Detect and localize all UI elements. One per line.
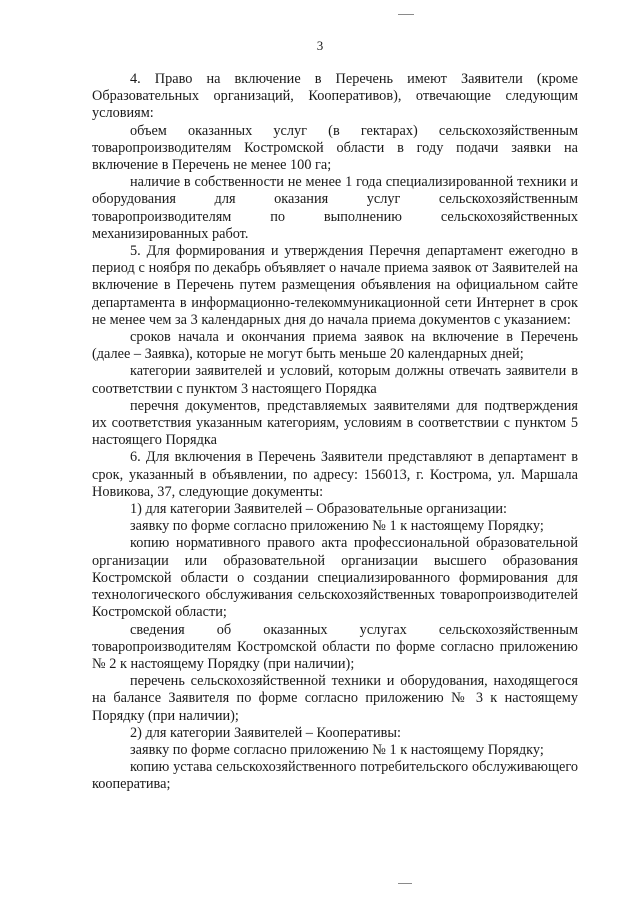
paragraph-category-cooperatives: 2) для категории Заявителей – Кооперативы:	[130, 724, 401, 741]
paragraph-application-form-2: заявку по форме согласно приложению № 1 к настоящему Порядку;	[130, 741, 544, 758]
paragraph-services-info: сведения об оказанных услугах сельскохозяйственным товаропроизводителям Костромской области по форме согласно приложению № 2 к настоящему Порядку (при наличии);	[92, 621, 578, 672]
paragraph-equipment-list: перечень сельскохозяйственной техники и оборудования, находящегося на балансе Заявителя по форме согласно приложению № 3 к настоящему Порядку (при наличии);	[92, 673, 578, 724]
paragraph-condition-volume: объем оказанных услуг (в гектарах) сельскохозяйственным товаропроизводителям Костромской области в году подачи заявки на включение в Перечень не менее 100 га;	[92, 122, 578, 174]
paragraph-category-educational: 1) для категории Заявителей – Образовательные организации:	[130, 501, 508, 518]
paragraph-condition-equipment: наличие в собственности не менее 1 года специализированной техники и оборудования для оказания услуг сельскохозяйственным товаропроизводителям по выполнению сельскохозяйственных механизированных работ.	[92, 174, 578, 242]
scan-mark-top	[398, 14, 414, 15]
paragraph-deadlines: сроков начала и окончания приема заявок на включение в Перечень (далее – Заявка), которые не могут быть меньше 20 календарных дней;	[92, 329, 578, 363]
paragraph-normative-act-copy: копию нормативного правого акта профессиональной образовательной организации или образовательной организации высшего образования Костромской области о создании специализированного формирования для технологического обслуживания сельскохозяйственных товаропроизводителей Костромской области;	[92, 535, 578, 621]
paragraph-charter-copy: копию устава сельскохозяйственного потребительского обслуживающего кооператива;	[92, 759, 578, 793]
paragraph-documents-list: перечня документов, представляемых заявителями для подтверждения их соответствия указанным категориям, условиям в соответствии с пунктом 5 настоящего Порядка	[92, 397, 578, 449]
paragraph-4-intro: 4. Право на включение в Перечень имеют Заявители (кроме Образовательных организаций, Кооперативов), отвечающие следующим условиям:	[92, 71, 578, 122]
paragraph-5-intro: 5. Для формирования и утверждения Перечня департамент ежегодно в период с ноября по декабрь объявляет о начале приема заявок от Заявителей на включение в Перечень путем размещения объявления на официальном сайте департамента в информационно-телекоммуникационной сети Интернет в срок не менее чем за 3 календарных дня до начала приема документов с указанием:	[92, 243, 578, 328]
scan-mark-bottom	[398, 883, 412, 884]
document-body	[92, 71, 578, 794]
paragraph-6-intro: 6. Для включения в Перечень Заявители представляют в департамент в срок, указанный в объявлении, по адресу: 156013, г. Кострома, ул. Маршала Новикова, 37, следующие документы:	[92, 449, 578, 500]
paragraph-application-form-1: заявку по форме согласно приложению № 1 к настоящему Порядку;	[130, 518, 544, 535]
page-number: 3	[316, 38, 324, 53]
paragraph-categories: категории заявителей и условий, которым должны отвечать заявители в соответствии с пунктом 3 настоящего Порядка	[92, 363, 578, 397]
